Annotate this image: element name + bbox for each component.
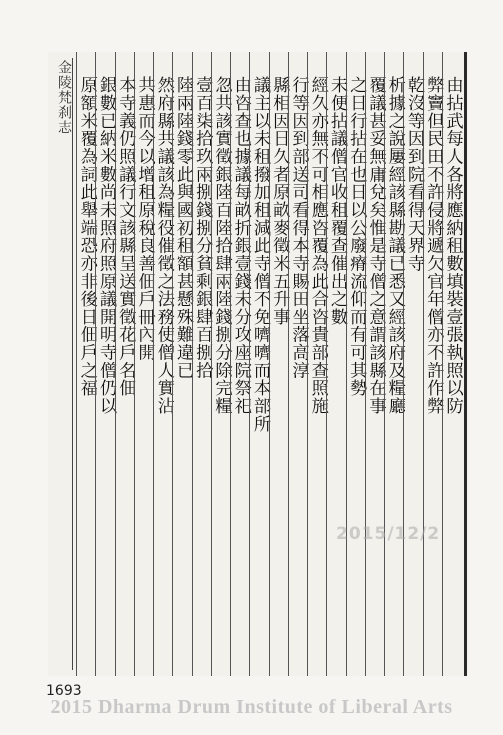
text-columns (76, 52, 461, 676)
text-column: 壹百柒拾玖兩捌錢捌分貧剩銀肆百捌拾 (192, 52, 211, 676)
text-column: 覆議甚妥無庸兌矣惟是寺僧之意謂該縣在事 (365, 52, 384, 676)
date-stamp-fragment: 2015/12/2 (336, 524, 441, 544)
book-title: 金陵梵刹志 (56, 60, 72, 135)
text-column: 原額米覆為詞此舉端恐亦非後日佃戶之福 (76, 52, 95, 676)
text-column: 本寺義仍照議行文該縣呈送實徵花戶名佃 (115, 52, 134, 676)
watermark-text: 2015 Dharma Drum Institute of Liberal Arts (50, 696, 453, 718)
text-column: 乾沒等因到院看得天界寺 (403, 52, 422, 676)
text-column: 析據之說屢經該縣勘議已悉又經該府及糧廳 (384, 52, 403, 676)
text-column: 弊竇但民田不許侵將遞欠官年僧亦不許作弊 (423, 52, 442, 676)
text-column: 經久亦無不可相應咨覆為此合咨貴部查照施 (307, 52, 326, 676)
text-column: 陸兩陸錢零此與國初租額甚懸殊難違已 (172, 52, 191, 676)
text-column: 之日行拈在也日以公廢瘠流仰而有可其勢 (346, 52, 365, 676)
text-column: 共惠而今以增租原稅良善佃戶冊內開 (134, 52, 153, 676)
text-column: 忽共該實徵銀陸百陸拾肆兩陸錢捌分除完糧 (211, 52, 230, 676)
text-column: 行等因到部送司看得本寺賜田坐落高淳 (288, 52, 307, 676)
text-column: 然府縣共議該為糧役催徵之法務使僧人實沾 (153, 52, 172, 676)
scanned-page (48, 52, 467, 676)
text-column: 銀數已納米數尚未照府照原議開明寺僧仍以 (95, 52, 114, 676)
text-column: 議主以未租撥加租減此寺僧不免嚌嚌而本部所 (249, 52, 268, 676)
text-column: 未便拈議僧官收租覆查催出之數 (326, 52, 345, 676)
title-strip (54, 58, 73, 670)
text-column: 由拈武每人各將應納租數填裝壹張執照以防 (442, 52, 461, 676)
page-number: 1693 (46, 683, 82, 699)
text-column: 縣相因日久者原畝麥徵米五升事 (269, 52, 288, 676)
text-column: 由咨查也據議每畝折銀壹錢未分攻座院祭祀 (230, 52, 249, 676)
